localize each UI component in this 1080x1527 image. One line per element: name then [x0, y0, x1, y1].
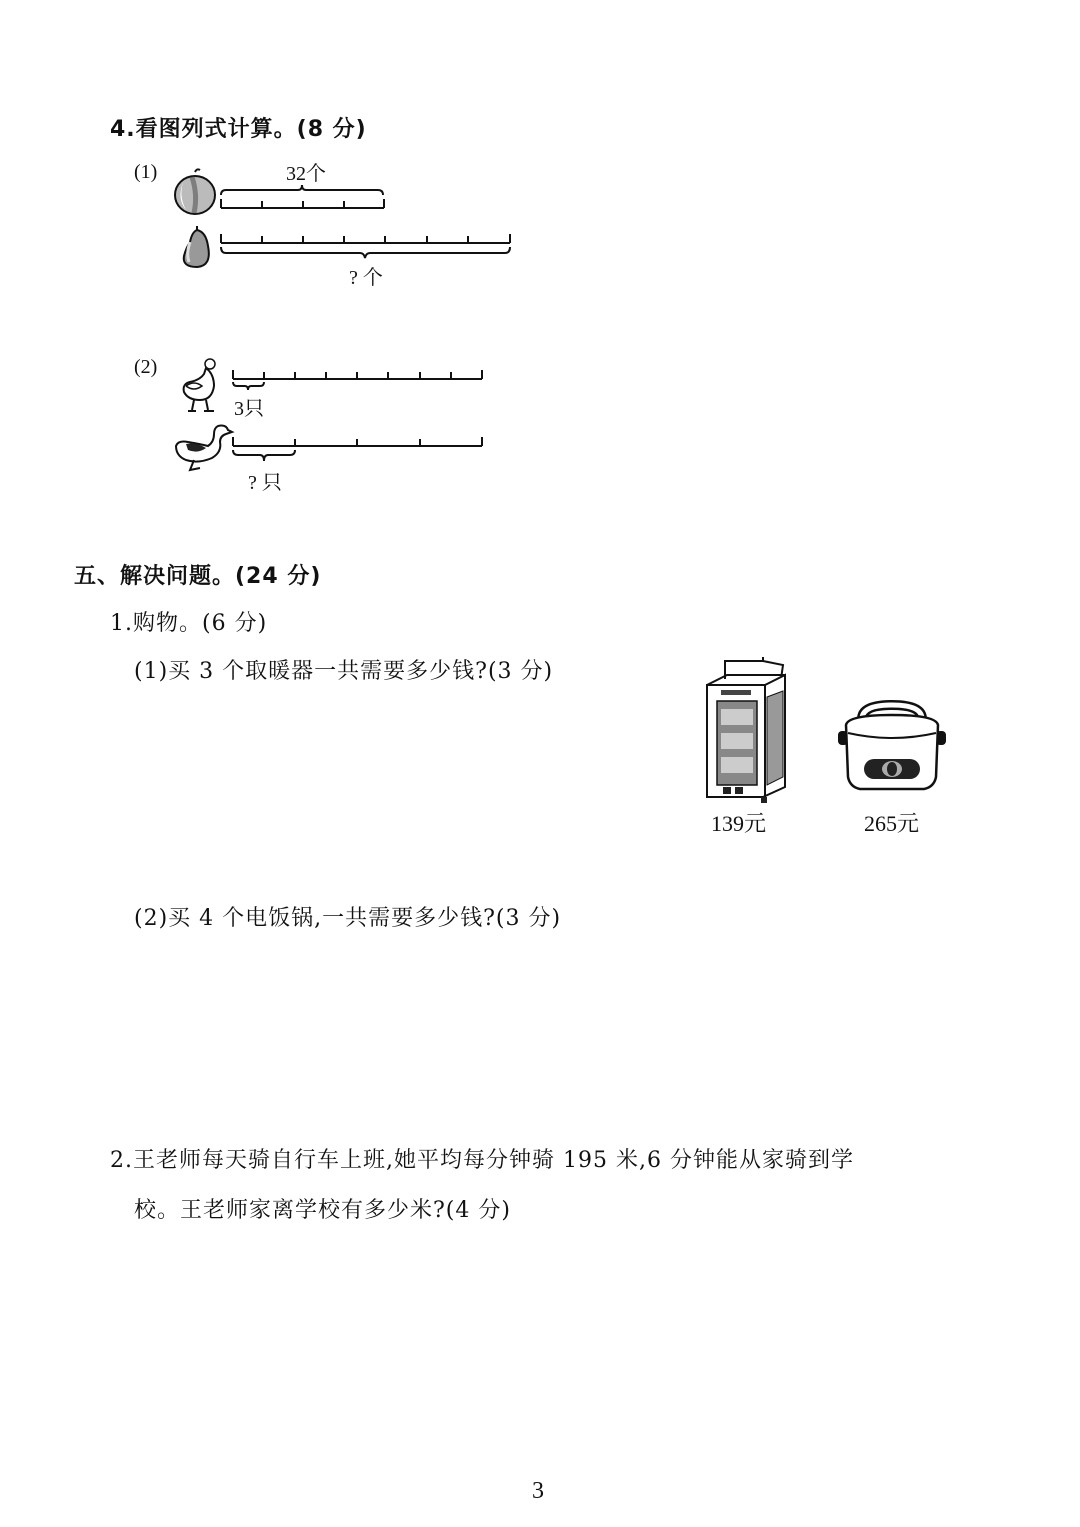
apple-icon	[172, 168, 218, 216]
heater-icon	[703, 657, 787, 807]
question-1-sub-2: (2)买 4 个电饭锅,一共需要多少钱?(3 分)	[134, 906, 562, 931]
part-2-label: (2)	[134, 356, 158, 378]
question-2-line-2: 校。王老师家离学校有多少米?(4 分)	[134, 1198, 511, 1223]
question-2-line-1: 2.王老师每天骑自行车上班,她平均每分钟骑 195 米,6 分钟能从家骑到学	[110, 1148, 854, 1173]
question-4-title-text: 4.看图列式计算。(8 分)	[110, 117, 367, 142]
apple-total-label: 32个	[286, 163, 326, 185]
chicken-part-label: 3只	[234, 398, 264, 420]
page-number: 3	[532, 1478, 544, 1504]
question-4-title	[110, 112, 367, 143]
rice-cooker-icon	[836, 697, 948, 793]
duck-icon	[174, 420, 232, 472]
rice-cooker-price: 265元	[864, 811, 920, 836]
pear-total-label: ? 个	[349, 267, 383, 289]
question-1-sub-1: (1)买 3 个取暖器一共需要多少钱?(3 分)	[134, 659, 554, 684]
section-5-title: 五、解决问题。(24 分)	[74, 564, 322, 589]
chicken-icon	[180, 356, 226, 416]
duck-part-label: ? 只	[248, 472, 282, 494]
part-1-label: (1)	[134, 161, 158, 183]
heater-price: 139元	[711, 811, 767, 836]
chicken-bar	[232, 368, 487, 393]
question-1-title-text: 1.购物。(6 分)	[110, 611, 268, 636]
pear-bar	[220, 232, 515, 262]
question-1-title	[110, 606, 267, 637]
apple-bar	[220, 185, 390, 215]
pear-icon	[180, 224, 214, 270]
duck-bar	[232, 435, 487, 465]
